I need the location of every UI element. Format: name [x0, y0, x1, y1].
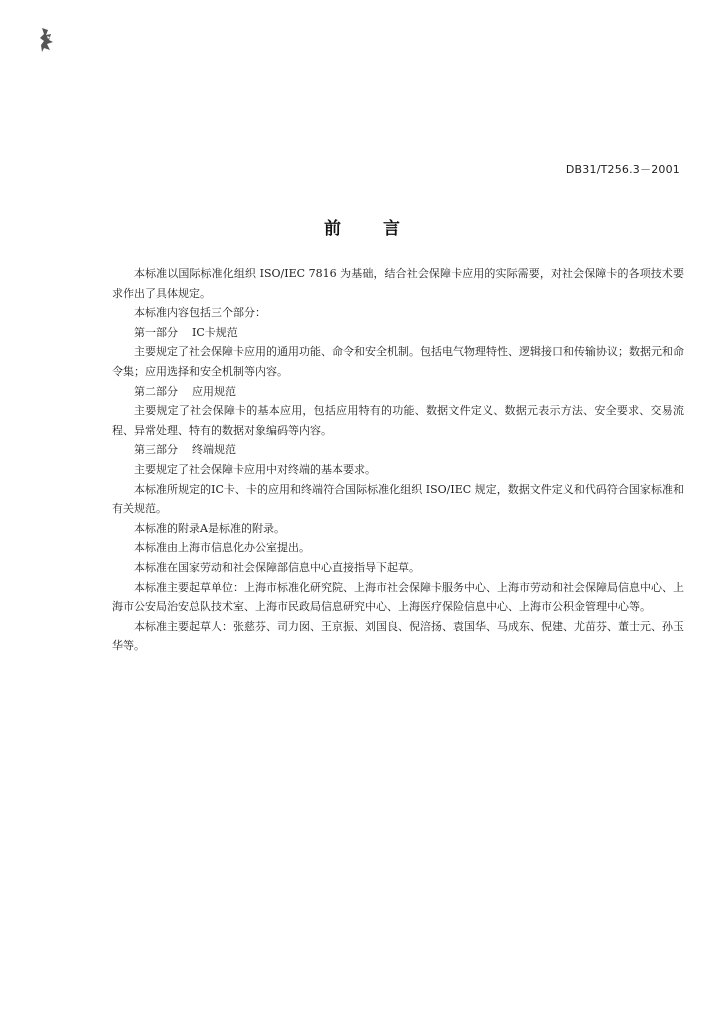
part-label: 第二部分 [134, 384, 178, 398]
document-body [112, 264, 684, 656]
section-heading-part2 [112, 382, 684, 402]
paragraph: 本标准内容包括三个部分： [134, 306, 266, 320]
paragraph: 本标准由上海市信息化办公室提出。 [134, 541, 310, 555]
part-name: IC卡规范 [192, 325, 238, 339]
paragraph: 本标准以国际标准化组织 ISO/IEC 7816 为基础，结合社会保障卡应用的实际需要，对社会保障卡的各项技术要求作出了具体规定。 [112, 267, 684, 300]
section-heading-part3 [112, 440, 684, 460]
part-label: 第三部分 [134, 443, 178, 457]
paragraph: 本标准在国家劳动和社会保障部信息中心直接指导下起草。 [134, 560, 420, 574]
paragraph: 主要规定了社会保障卡应用中对终端的基本要求。 [134, 462, 376, 476]
page-title: 前言 [324, 219, 442, 239]
paragraph: 本标准的附录A是标准的附录。 [134, 521, 285, 535]
paragraph: 主要规定了社会保障卡的基本应用，包括应用特有的功能、数据文件定义、数据元表示方法、安全要求、交易流程、异常处理、特有的数据对象编码等内容。 [112, 404, 684, 437]
part-name: 应用规范 [192, 384, 236, 398]
paragraph: 本标准主要起草人：张慈芬、司力囡、王京振、刘国良、倪涪扬、袁国华、马成东、倪建、尤苗芬、董士元、孙玉华等。 [112, 619, 684, 653]
part-label: 第一部分 [134, 325, 178, 339]
standard-number: DB31/T256.3－2001 [565, 163, 680, 176]
paragraph: 本标准主要起草单位：上海市标准化研究院、上海市社会保障卡服务中心、上海市劳动和社会保障局信息中心、上海市公安局治安总队技术室、上海市民政局信息研究中心、上海医疗保险信息中心、上海市公积金管理中心等。 [112, 580, 684, 614]
part-name: 终端规范 [192, 443, 236, 457]
scan-artifact-mark [38, 26, 56, 54]
section-heading-part1 [112, 323, 684, 343]
paragraph: 主要规定了社会保障卡应用的通用功能、命令和安全机制。包括电气物理特性、逻辑接口和传输协议；数据元和命令集；应用选择和安全机制等内容。 [112, 345, 684, 378]
paragraph: 本标准所规定的IC卡、卡的应用和终端符合国际标准化组织 ISO/IEC 规定，数据文件定义和代码符合国家标准和有关规范。 [112, 482, 684, 516]
